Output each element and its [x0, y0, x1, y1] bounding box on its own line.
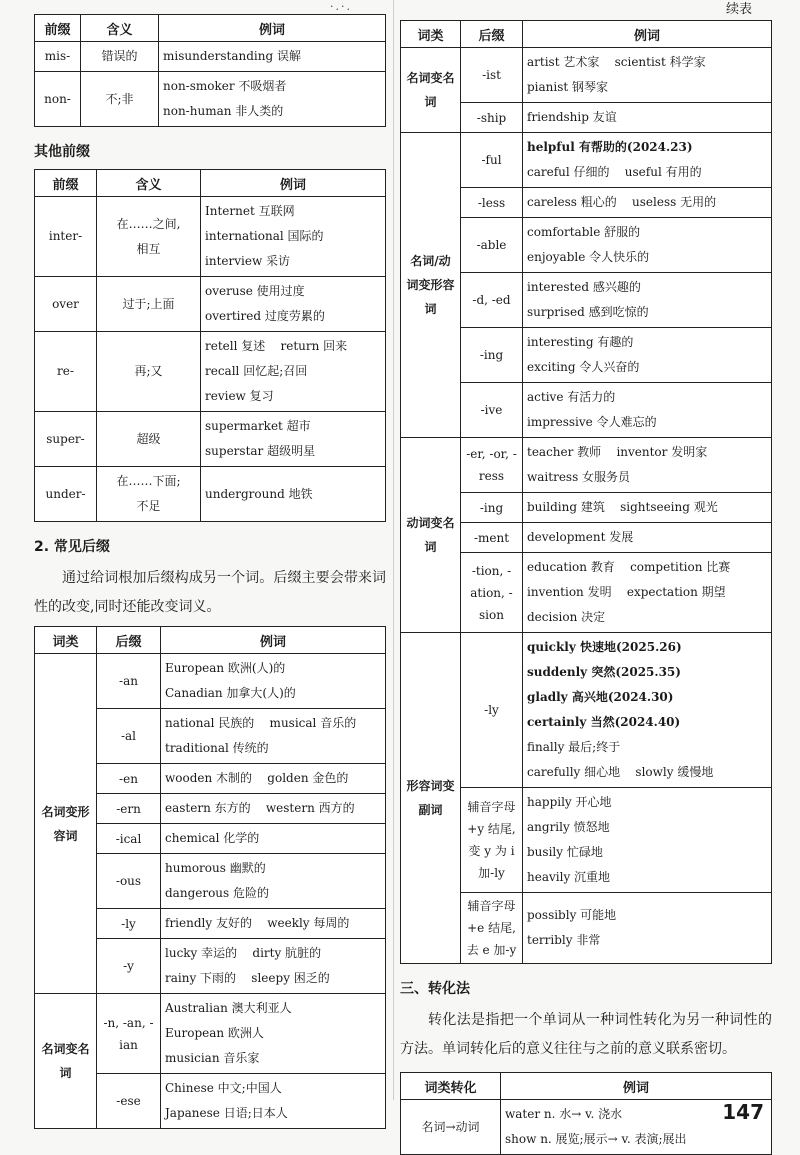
left-column: [34, 14, 386, 1129]
examples-cell: [161, 654, 386, 709]
suffix-cell: -ing: [461, 493, 523, 523]
example-line: interesting 有趣的: [527, 335, 634, 349]
header-examples: 例词: [161, 627, 386, 654]
examples-cell: [523, 438, 772, 493]
conversion-type-cell: 名词→动词: [401, 1100, 501, 1155]
example-line: Chinese 中文;中国人: [165, 1081, 282, 1095]
example-line: development 发展: [527, 530, 634, 544]
section-title: 其他前缀: [34, 144, 90, 160]
prefix-table: [34, 14, 386, 127]
example-line: chemical 化学的: [165, 831, 260, 845]
meaning-line: 相互: [136, 241, 161, 256]
example-line: water n. 水→ v. 浇水: [505, 1107, 623, 1121]
suffix-cell: -ern: [97, 794, 161, 824]
category-cell: 名词/动词变形容词: [401, 133, 461, 438]
example-line: possibly 可能地: [527, 908, 617, 922]
table-row: [35, 332, 386, 412]
header-category: 词类: [401, 21, 461, 48]
example-line: retell 复述 return 回来: [205, 339, 348, 353]
example-line: eastern 东方的 western 西方的: [165, 801, 355, 815]
table-row: [401, 633, 772, 788]
example-line: surprised 感到吃惊的: [527, 305, 649, 319]
table-row: [35, 277, 386, 332]
examples-cell: [523, 328, 772, 383]
examples-cell: [523, 133, 772, 188]
examples-cell: [201, 332, 386, 412]
suffix-cell: -ful: [461, 133, 523, 188]
table-row: [401, 1100, 772, 1155]
example-line: invention 发明 expectation 期望: [527, 585, 726, 599]
suffix-cell: 辅音字母+y 结尾,变 y 为 i 加-ly: [461, 788, 523, 893]
example-line: European 欧洲人: [165, 1026, 264, 1040]
meaning-cell: 过于;上面: [97, 277, 201, 332]
suffix-cell: -tion, -ation, -sion: [461, 553, 523, 633]
example-line: show n. 展览;展示→ v. 表演;展出: [505, 1132, 687, 1146]
header-dots: ·.·.: [330, 0, 352, 13]
examples-cell: [523, 273, 772, 328]
example-line: interview 采访: [205, 254, 291, 268]
example-line: finally 最后;终于: [527, 740, 621, 754]
table-row: [35, 197, 386, 277]
meaning-cell: [97, 467, 201, 522]
example-line: European 欧洲(人)的: [165, 661, 286, 675]
suffix-cell: -en: [97, 764, 161, 794]
examples-cell: [159, 72, 386, 127]
key-example-line: quickly 快速地(2025.26): [527, 640, 682, 654]
suffix-cell: -ese: [97, 1074, 161, 1129]
examples-cell: [523, 553, 772, 633]
examples-cell: [523, 893, 772, 964]
category-cell: 形容词变副词: [401, 633, 461, 964]
suffix-table-continued: [400, 20, 772, 964]
example-line: Canadian 加拿大(人)的: [165, 686, 296, 700]
examples-cell: [161, 994, 386, 1074]
header-examples: 例词: [501, 1073, 772, 1100]
meaning-cell: 错误的: [81, 42, 159, 72]
prefix-cell: over: [35, 277, 97, 332]
prefix-cell: super-: [35, 412, 97, 467]
examples-cell: [523, 788, 772, 893]
example-line: traditional 传统的: [165, 741, 269, 755]
example-line: artist 艺术家 scientist 科学家: [527, 55, 706, 69]
table-row: [35, 42, 386, 72]
suffix-cell: -y: [97, 939, 161, 994]
example-line: superstar 超级明星: [205, 444, 316, 458]
header-examples: 例词: [201, 170, 386, 197]
suffix-table: [34, 626, 386, 1129]
section-title: 2. 常见后缀: [34, 539, 110, 555]
table-row: [35, 412, 386, 467]
example-line: Internet 互联网: [205, 204, 295, 218]
example-line: carefully 细心地 slowly 缓慢地: [527, 765, 714, 779]
column-divider: [393, 0, 394, 1100]
example-line: terribly 非常: [527, 933, 601, 947]
examples-cell: [523, 633, 772, 788]
examples-cell: [523, 383, 772, 438]
suffix-cell: -ous: [97, 854, 161, 909]
examples-cell: [201, 467, 386, 522]
table-row: [401, 438, 772, 493]
suffix-cell: 辅音字母+e 结尾,去 e 加-y: [461, 893, 523, 964]
example-line: enjoyable 令人快乐的: [527, 250, 650, 264]
table-row: [401, 133, 772, 188]
examples-cell: [523, 218, 772, 273]
meaning-line: 不足: [136, 499, 161, 513]
example-line: busily 忙碌地: [527, 845, 603, 859]
example-line: angrily 愤怒地: [527, 820, 610, 834]
example-line: careless 粗心的 useless 无用的: [527, 195, 717, 209]
meaning-cell: [97, 197, 201, 277]
example-line: national 民族的 musical 音乐的: [165, 716, 357, 730]
example-line: humorous 幽默的: [165, 861, 266, 875]
example-line: Australian 澳大利亚人: [165, 1001, 292, 1015]
meaning-line: 在……下面;: [116, 474, 181, 488]
example-line: musician 音乐家: [165, 1051, 260, 1065]
category-cell: 名词变名词: [35, 994, 97, 1129]
examples-cell: [201, 197, 386, 277]
prefix-cell: non-: [35, 72, 81, 127]
example-line: teacher 教师 inventor 发明家: [527, 445, 708, 459]
example-line: supermarket 超市: [205, 419, 311, 433]
example-line: recall 回忆起;召回: [205, 364, 308, 378]
examples-cell: [161, 709, 386, 764]
header-examples: 例词: [523, 21, 772, 48]
prefix-cell: mis-: [35, 42, 81, 72]
examples-cell: [161, 1074, 386, 1129]
suffix-cell: -ical: [97, 824, 161, 854]
suffix-cell: -less: [461, 188, 523, 218]
suffix-cell: -ly: [461, 633, 523, 788]
suffix-cell: -d, -ed: [461, 273, 523, 328]
key-example-line: helpful 有帮助的(2024.23): [527, 140, 693, 154]
category-cell: 名词变名词: [401, 48, 461, 133]
header-prefix: 前缀: [35, 170, 97, 197]
examples-cell: [201, 412, 386, 467]
prefix-cell: re-: [35, 332, 97, 412]
section-title: 三、转化法: [400, 981, 470, 997]
examples-cell: [523, 523, 772, 553]
examples-cell: [523, 48, 772, 103]
example-line: education 教育 competition 比赛: [527, 560, 731, 574]
table-row: [35, 467, 386, 522]
continued-label: 续表: [725, 2, 752, 17]
header-conversion-type: 词类转化: [401, 1073, 501, 1100]
examples-cell: [201, 277, 386, 332]
example-line: comfortable 舒服的: [527, 225, 641, 239]
suffix-cell: -ing: [461, 328, 523, 383]
prefix-cell: inter-: [35, 197, 97, 277]
key-example-line: suddenly 突然(2025.35): [527, 665, 681, 679]
example-line: underground 地铁: [205, 486, 313, 501]
example-line: active 有活力的: [527, 390, 616, 404]
header-examples: 例词: [159, 15, 386, 42]
meaning-line: 在……之间,: [116, 216, 181, 231]
example-line: non-smoker 不吸烟者: [163, 79, 287, 93]
suffix-cell: -n, -an, -ian: [97, 994, 161, 1074]
example-line: non-human 非人类的: [163, 104, 284, 118]
suffix-cell: -ship: [461, 103, 523, 133]
example-line: friendship 友谊: [527, 110, 617, 124]
meaning-cell: 不;非: [81, 72, 159, 127]
example-line: decision 决定: [527, 610, 606, 624]
key-example-line: certainly 当然(2024.40): [527, 715, 681, 729]
example-line: happily 开心地: [527, 795, 612, 809]
examples-cell: [161, 854, 386, 909]
examples-cell: [161, 909, 386, 939]
example-line: waitress 女服务员: [527, 470, 631, 484]
table-row: [35, 654, 386, 709]
example-line: dangerous 危险的: [165, 886, 270, 900]
example-line: friendly 友好的 weekly 每周的: [165, 916, 350, 930]
suffix-cell: -ist: [461, 48, 523, 103]
table-row: [35, 72, 386, 127]
page-number: 147: [722, 1100, 764, 1124]
header-suffix: 后缀: [461, 21, 523, 48]
examples-cell: [161, 939, 386, 994]
example-line: exciting 令人兴奋的: [527, 360, 640, 374]
key-example-line: gladly 高兴地(2024.30): [527, 690, 674, 704]
header-category: 词类: [35, 627, 97, 654]
suffix-cell: -an: [97, 654, 161, 709]
suffix-cell: -al: [97, 709, 161, 764]
examples-cell: [159, 42, 386, 72]
prefix-cell: under-: [35, 467, 97, 522]
right-column: [400, 14, 772, 1155]
examples-cell: [523, 103, 772, 133]
example-line: careful 仔细的 useful 有用的: [527, 165, 702, 179]
example-line: wooden 木制的 golden 金色的: [165, 771, 349, 785]
examples-cell: [161, 824, 386, 854]
example-line: rainy 下雨的 sleepy 困乏的: [165, 971, 330, 985]
examples-cell: [161, 794, 386, 824]
header-meaning: 含义: [97, 170, 201, 197]
example-line: pianist 钢琴家: [527, 80, 609, 94]
example-line: international 国际的: [205, 229, 324, 243]
example-line: impressive 令人难忘的: [527, 415, 657, 429]
category-cell: 名词变形容词: [35, 654, 97, 994]
suffix-cell: -ment: [461, 523, 523, 553]
conversion-intro: 转化法是指把一个单词从一种词性转化为另一种词性的方法。单词转化后的意义往往与之前的意义联系密切。: [400, 1012, 772, 1057]
example-line: overuse 使用过度: [205, 284, 305, 298]
header-prefix: 前缀: [35, 15, 81, 42]
example-line: lucky 幸运的 dirty 肮脏的: [165, 946, 322, 960]
example-line: overtired 过度劳累的: [205, 309, 325, 323]
example-line: interested 感兴趣的: [527, 280, 641, 294]
header-meaning: 含义: [81, 15, 159, 42]
suffix-cell: -ive: [461, 383, 523, 438]
example-line: building 建筑 sightseeing 观光: [527, 500, 718, 514]
example-line: Japanese 日语;日本人: [165, 1106, 288, 1120]
header-suffix: 后缀: [97, 627, 161, 654]
suffix-cell: -ly: [97, 909, 161, 939]
table-row: [35, 994, 386, 1074]
meaning-cell: 超级: [97, 412, 201, 467]
examples-cell: [523, 493, 772, 523]
examples-cell: [523, 188, 772, 218]
conversion-table: [400, 1072, 772, 1155]
meaning-cell: 再;又: [97, 332, 201, 412]
other-prefix-table: [34, 169, 386, 522]
suffix-intro: 通过给词根加后缀构成另一个词。后缀主要会带来词性的改变,同时还能改变词义。: [34, 570, 386, 615]
suffix-cell: -able: [461, 218, 523, 273]
category-cell: 动词变名词: [401, 438, 461, 633]
table-row: [401, 48, 772, 103]
example-line: misunderstanding 误解: [163, 49, 301, 63]
example-line: heavily 沉重地: [527, 870, 611, 884]
suffix-cell: -er, -or, -ress: [461, 438, 523, 493]
examples-cell: [161, 764, 386, 794]
example-line: review 复习: [205, 389, 274, 403]
